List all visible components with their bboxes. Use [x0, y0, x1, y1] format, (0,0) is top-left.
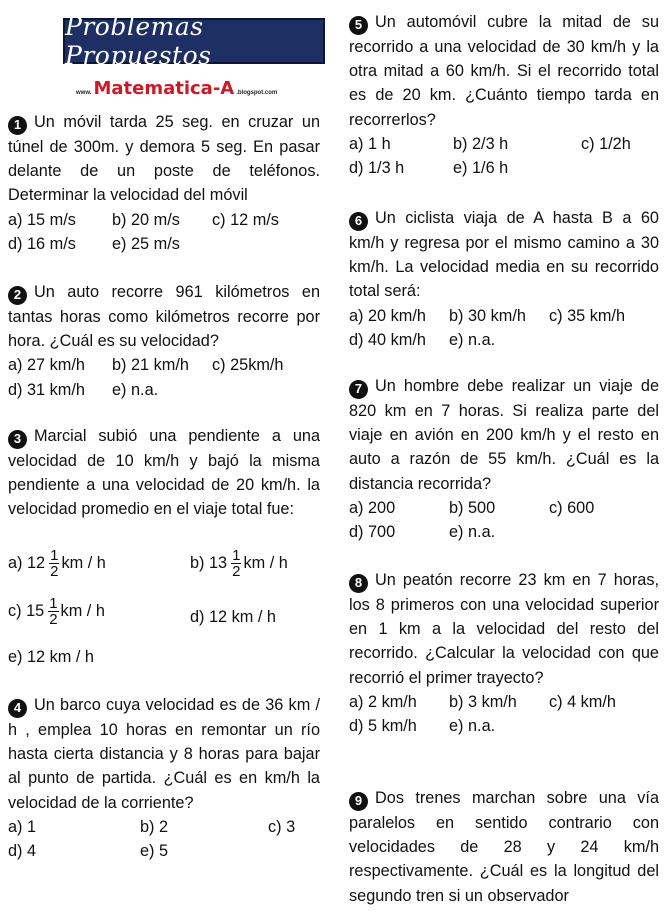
option-c: c) 4 km/h [549, 692, 616, 711]
problem-9 [349, 786, 659, 908]
answer-options [349, 132, 659, 181]
answer-options [8, 815, 320, 864]
option-e: e) n.a. [449, 523, 496, 542]
answer-options [8, 353, 320, 402]
option-c: c) 600 [549, 498, 595, 517]
option-a: a) 1 h [349, 134, 391, 153]
problem-number-badge: 9 [349, 792, 368, 811]
answer-options [349, 304, 659, 353]
option-b: b) 13 $\frac{1}{2}$ km / h [190, 547, 288, 580]
problem-number-badge: 4 [8, 699, 27, 718]
option-b: b) 2/3 h [453, 134, 509, 153]
option-b: b) 20 m/s [112, 210, 180, 229]
option-a: a) 15 m/s [8, 210, 76, 229]
option-d: d) 40 km/h [349, 330, 426, 349]
problem-statement: 7 Un hombre debe realizar un viaje de 820 km en 7 horas. Si realiza parte del viaje en avión en 200 km/h y el resto en auto a razón de 55 km/h. ¿Cuál es la distancia recorrida? [349, 377, 659, 493]
problem-number-badge: 3 [8, 430, 27, 449]
problem-statement: 3 Marcial subió una pendiente a una velocidad de 10 km/h y bajó la misma pendiente a una velocidad de 20 km/h. la velocidad promedio en el viaje total fue: [8, 427, 320, 519]
option-a: a) 20 km/h [349, 306, 426, 325]
problem-number-badge: 8 [349, 574, 368, 593]
problem-statement: 4 Un barco cuya velocidad es de 36 km / h , emplea 10 horas en remontar un río hasta cierta distancia y 8 horas para bajar al punto de partida. ¿Cuál es en km/h la velocidad de la corriente? [8, 696, 320, 812]
option-b: b) 2 [140, 817, 169, 836]
problem-statement: 9 Dos trenes marchan sobre una vía paralelos en sentido contrario con velocidades de 28 y 24 km/h respectivamente. ¿Cuál es la longitud del segundo tren si un observador [349, 789, 659, 905]
problem-3 [8, 424, 320, 522]
option-b: b) 30 km/h [449, 306, 526, 325]
option-c: c) 1/2h [581, 134, 631, 153]
problem-4 [8, 693, 320, 863]
problem-1 [8, 110, 320, 256]
option-e: e) n.a. [112, 380, 159, 399]
site-watermark [76, 78, 277, 99]
option-b: b) 500 [449, 498, 496, 517]
option-d: d) 1/3 h [349, 159, 405, 178]
option-d: d) 12 km / h [190, 608, 276, 626]
title-banner [63, 12, 325, 70]
option-e: e) 12 km / h [8, 648, 94, 666]
option-c: c) 25km/h [212, 356, 284, 375]
option-d: d) 31 km/h [8, 380, 85, 399]
option-a: a) 12 $\frac{1}{2}$ km / h [8, 547, 106, 580]
option-d: d) 16 m/s [8, 234, 76, 253]
problem-statement: 5 Un automóvil cubre la mitad de su recorrido a una velocidad de 30 km/h y la otra mitad a 60 km/h. Si el recorrido total es de 20 km. ¿Cuánto tiempo tarda en recorrerlos? [349, 13, 659, 129]
option-a: a) 2 km/h [349, 692, 417, 711]
option-a: a) 27 km/h [8, 356, 85, 375]
problem-number-badge: 6 [349, 212, 368, 231]
answer-options [8, 208, 320, 257]
problem-statement: 6 Un ciclista viaja de A hasta B a 60 km/h y regresa por el mismo camino a 30 km/h. La velocidad media en su recorrido total será: [349, 209, 659, 301]
answer-options [349, 690, 659, 739]
problem-number-badge: 7 [349, 380, 368, 399]
problem-number-badge: 2 [8, 286, 27, 305]
problem-statement: 2 Un auto recorre 961 kilómetros en tantas horas como kilómetros recorre por hora. ¿Cuál es su velocidad? [8, 283, 320, 350]
option-d: d) 4 [8, 842, 37, 861]
answer-options [349, 496, 659, 545]
fraction: $\frac{1}{2}$ [232, 547, 241, 580]
option-c: c) 15 $\frac{1}{2}$ km / h [8, 595, 105, 628]
site-prefix: www. [76, 90, 92, 96]
option-b: b) 3 km/h [449, 692, 517, 711]
option-e: e) n.a. [449, 717, 496, 736]
option-c: c) 35 km/h [549, 306, 626, 325]
option-c: c) 3 [268, 817, 296, 836]
problem-statement: 1 Un móvil tarda 25 seg. en cruzar un túnel de 300m. y demora 5 seg. En pasar delante de un poste de teléfonos. Determinar la velocidad del móvil [8, 113, 320, 205]
problem-2 [8, 280, 320, 402]
site-suffix: .blogspot.com [236, 90, 278, 96]
site-name: Matematica-A [93, 78, 235, 99]
option-c: c) 12 m/s [212, 210, 279, 229]
page-title: Problemas Propuestos [65, 12, 212, 70]
option-d: d) 5 km/h [349, 717, 417, 736]
option-b: b) 21 km/h [112, 356, 189, 375]
option-a: a) 1 [8, 817, 37, 836]
fraction: $\frac{1}{2}$ [50, 547, 59, 580]
problem-5 [349, 10, 659, 180]
problem-6 [349, 206, 659, 352]
answer-options [8, 548, 320, 678]
problem-statement: 8 Un peatón recorre 23 km en 7 horas, los 8 primeros con una velocidad superior en 1 km a la velocidad del resto del recorrido. ¿Calcular la velocidad con que recorrió el primer trayecto? [349, 571, 659, 687]
option-a: a) 200 [349, 498, 396, 517]
problem-7 [349, 374, 659, 544]
option-e: e) 25 m/s [112, 234, 180, 253]
problem-number-badge: 1 [8, 116, 27, 135]
fraction: $\frac{1}{2}$ [49, 595, 58, 628]
option-d: d) 700 [349, 523, 396, 542]
option-e: e) 1/6 h [453, 159, 509, 178]
option-e: e) n.a. [449, 330, 496, 349]
problem-8 [349, 568, 659, 738]
option-e: e) 5 [140, 842, 169, 861]
problem-number-badge: 5 [349, 16, 368, 35]
